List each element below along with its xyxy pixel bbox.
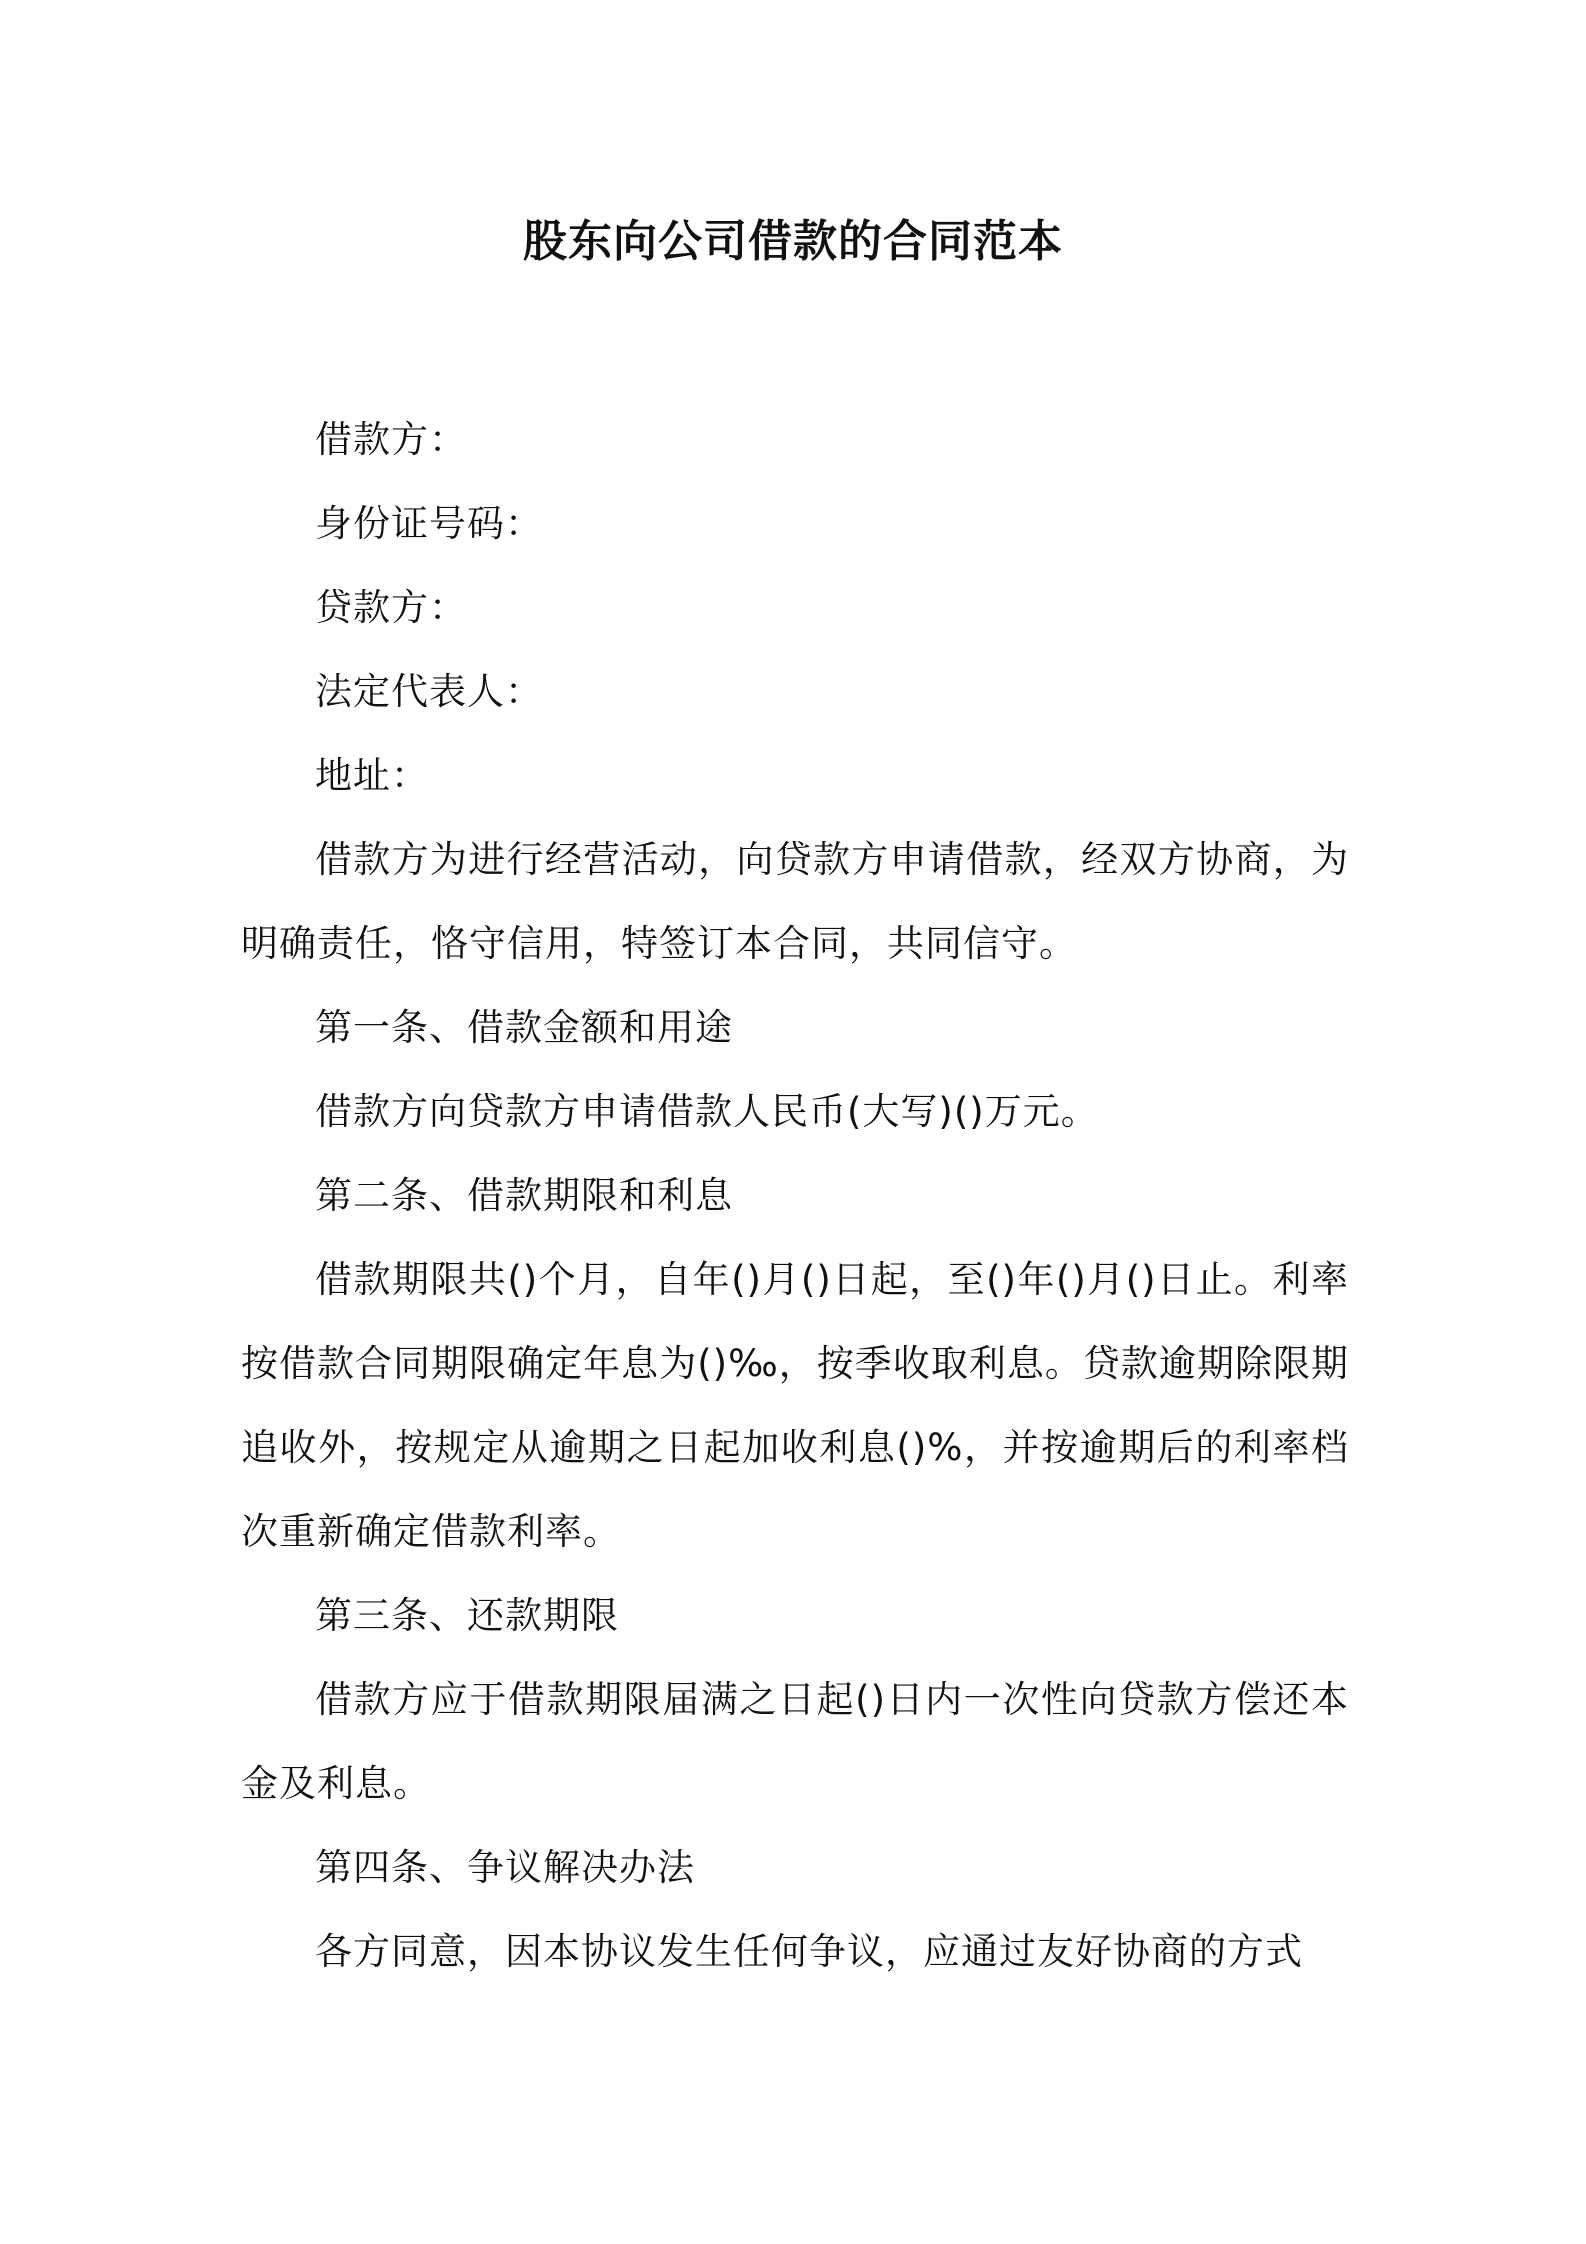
document-body [241, 398, 1349, 1994]
article-1-heading: 第一条、借款金额和用途 [315, 1006, 733, 1049]
field-legal-representative: 法定代表人： [315, 670, 543, 713]
article-4-heading: 第四条、争议解决办法 [315, 1846, 695, 1889]
article-2-text: 借款期限共()个月，自年()月()日起，至()年()月()日止。利率按借款合同期限确定年息为()‰，按季收取利息。贷款逾期除限期追收外，按规定从逾期之日起加收利息()%，并按逾期后的利率档次重新确定借款利率。 [241, 1258, 1349, 1553]
article-3-text: 借款方应于借款期限届满之日起()日内一次性向贷款方偿还本金及利息。 [241, 1678, 1349, 1805]
field-lender: 贷款方： [315, 586, 467, 629]
field-id-number: 身份证号码： [315, 502, 543, 545]
article-4-text: 各方同意，因本协议发生任何争议，应通过友好协商的方式 [315, 1930, 1303, 1973]
field-borrower: 借款方： [315, 418, 467, 461]
field-address: 地址： [315, 754, 429, 797]
preamble-paragraph: 借款方为进行经营活动，向贷款方申请借款，经双方协商，为明确责任，恪守信用，特签订本合同，共同信守。 [241, 838, 1349, 965]
article-1-text: 借款方向贷款方申请借款人民币(大写)()万元。 [315, 1090, 1099, 1133]
document-title: 股东向公司借款的合同范本 [523, 216, 1063, 267]
article-3-heading: 第三条、还款期限 [315, 1594, 619, 1637]
article-2-heading: 第二条、借款期限和利息 [315, 1174, 733, 1217]
